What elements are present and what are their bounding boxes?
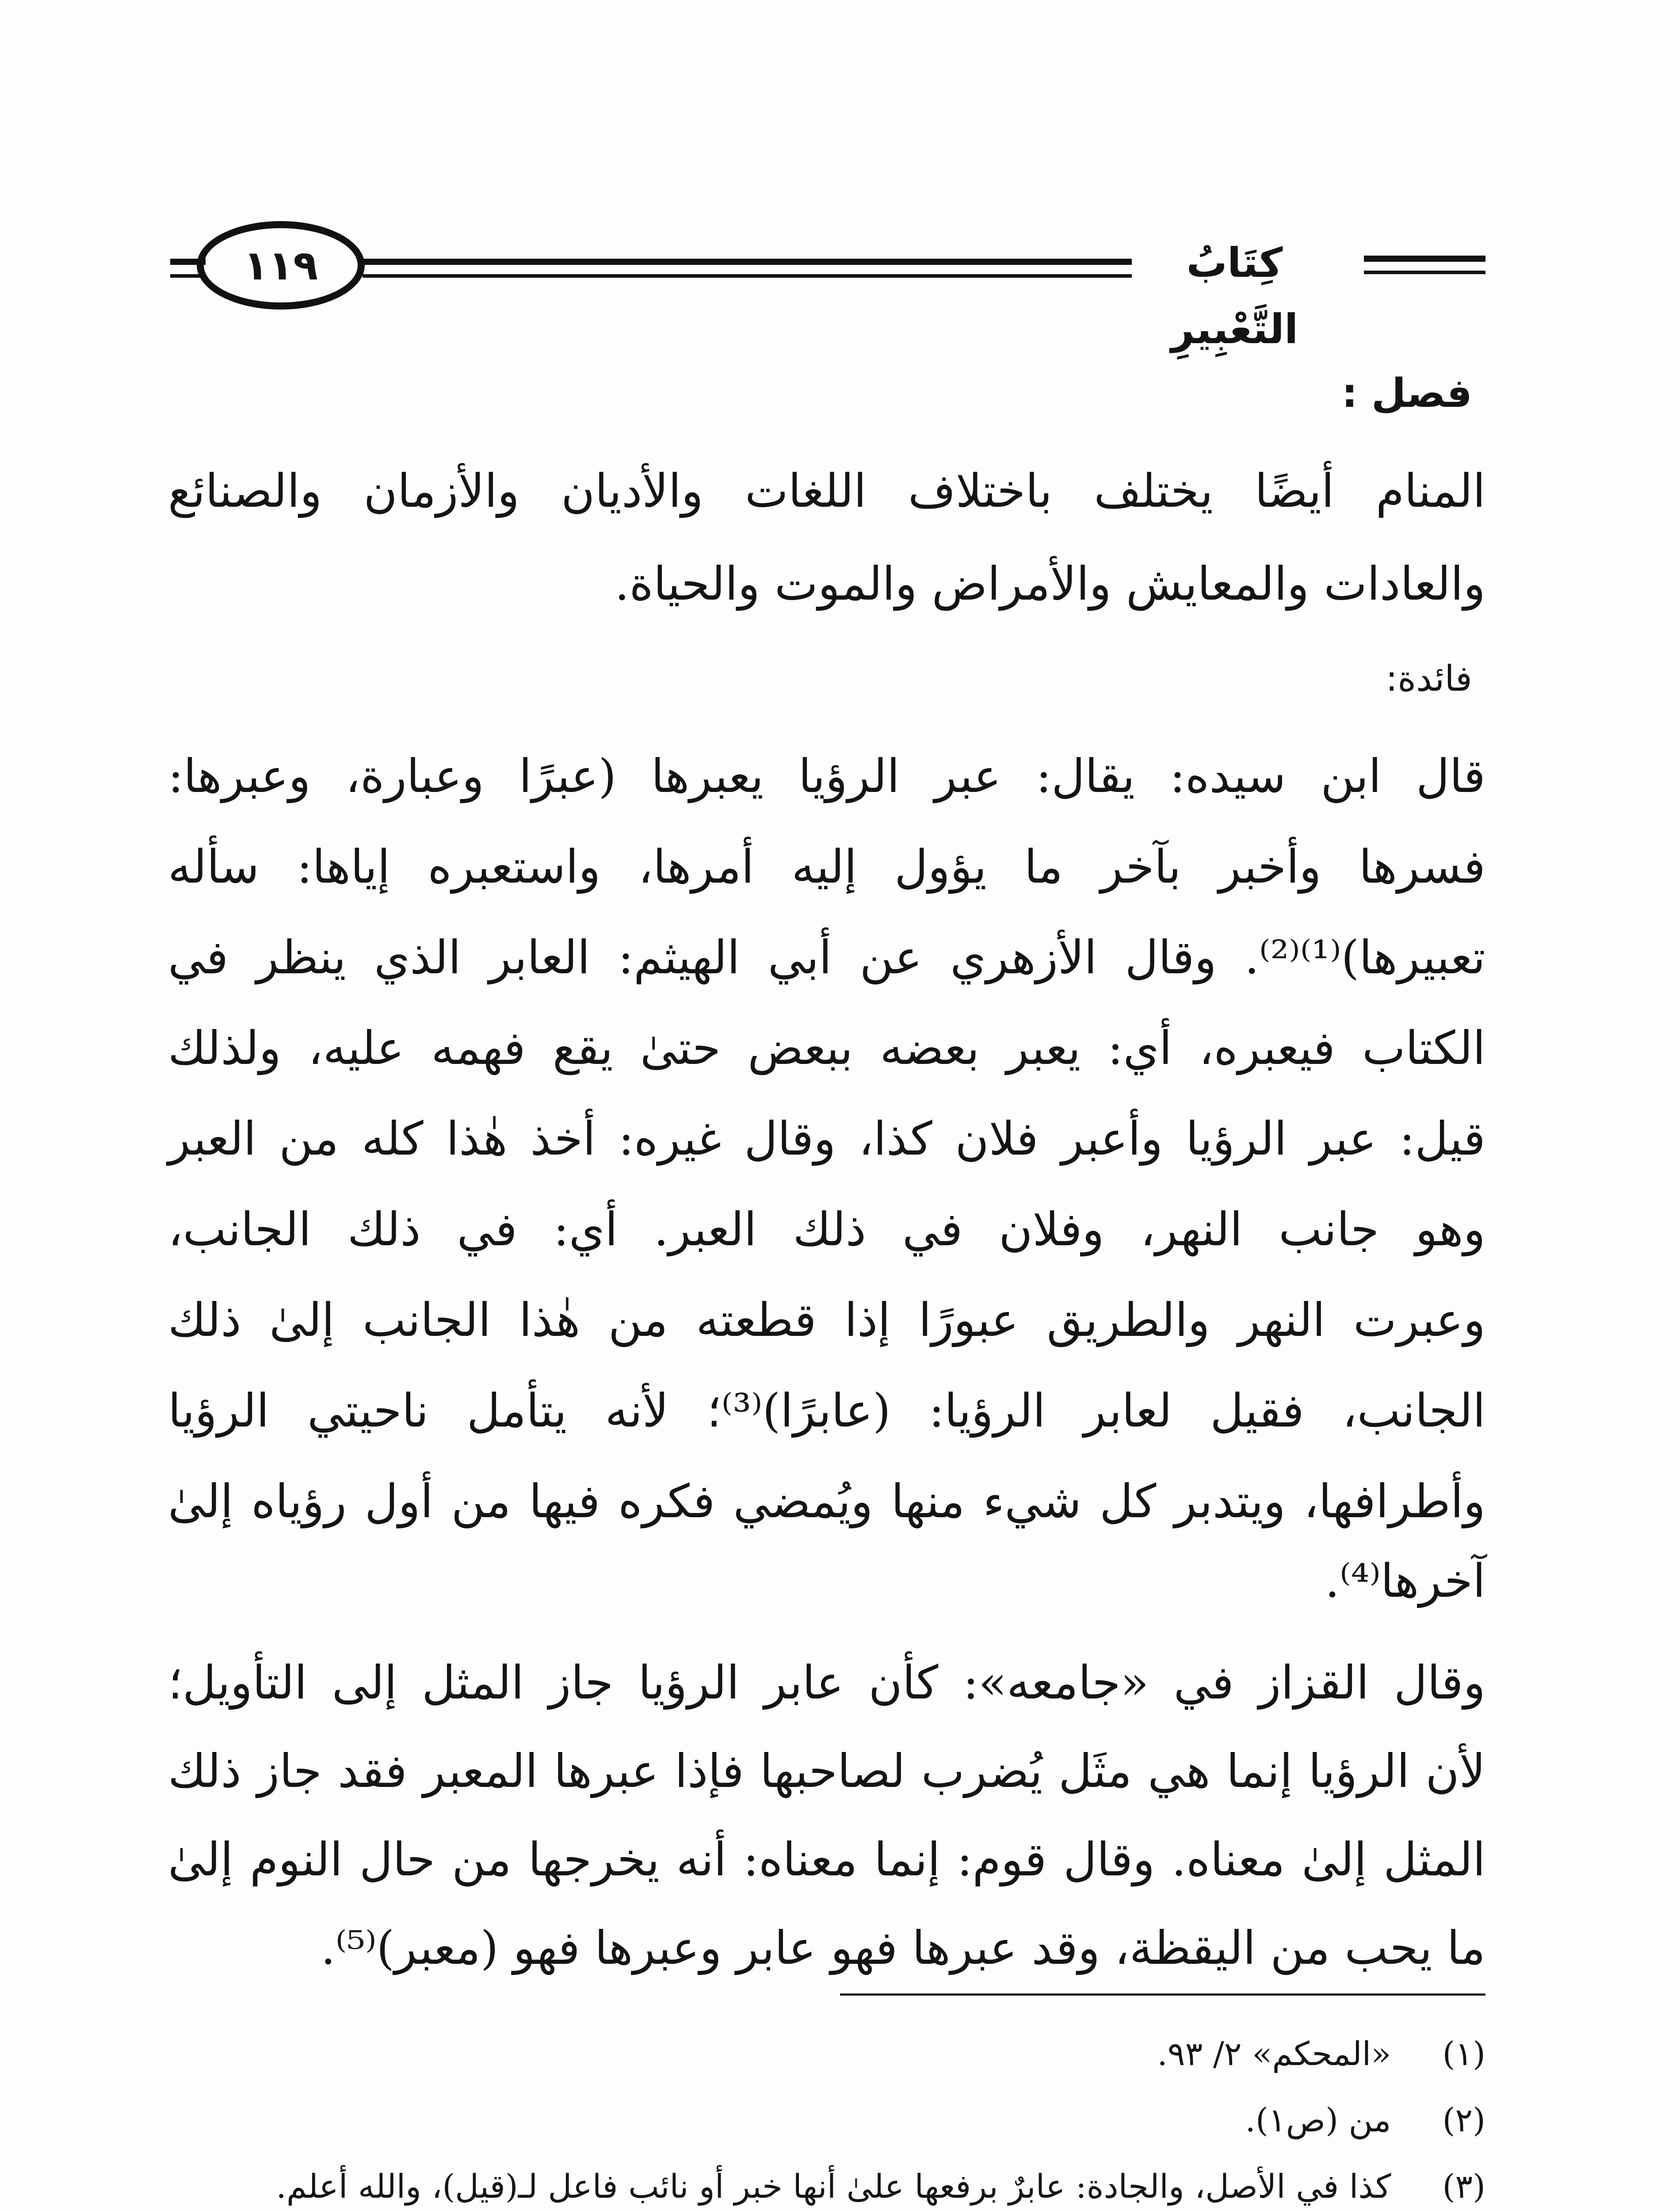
- footnote-number: (٢): [1442, 2101, 1485, 2139]
- header-rule-right-lower: [1364, 271, 1485, 274]
- text-line: وقال القزاز في «جامعه»: كأن عابر الرؤيا جاز المثل إلى التأويل؛: [168, 1656, 1485, 1710]
- footnote-text: من (ص١).: [1245, 2101, 1391, 2139]
- text-line: تعبيرها)⁽¹⁾⁽²⁾. وقال الأزهري عن أبي الهيثم: العابر الذي ينظر في: [168, 930, 1485, 984]
- text-line: المثل إلىٰ معناه. وقال قوم: إنما معناه: أنه يخرجها من حال النوم إلىٰ: [168, 1832, 1485, 1886]
- text-line: وأطرافها، ويتدبر كل شيء منها ويُمضي فكره فيها من أول رؤياه إلىٰ: [168, 1474, 1485, 1528]
- footnote-number: (١): [1442, 2035, 1485, 2073]
- text-line: قيل: عبر الرؤيا وأعبر فلان كذا، وقال غيره: أخذ هٰذا كله من العبر: [168, 1112, 1485, 1166]
- footnote-text: كذا في الأصل، والجادة: عابرٌ برفعها علىٰ أنها خبر أو نائب فاعل لـ(قيل)، والله أعلم.: [276, 2168, 1391, 2206]
- text-line: آخرها⁽⁴⁾.: [1325, 1554, 1485, 1608]
- footnote: [133, 2154, 1485, 2211]
- header-rule-middle: [363, 259, 1132, 265]
- text-line: قال ابن سيده: يقال: عبر الرؤيا يعبرها (عبرًا وعبارة، وعبرها:: [168, 749, 1485, 803]
- text-line: المنام أيضًا يختلف باختلاف اللغات والأديان والأزمان والصنائع: [168, 464, 1485, 518]
- text-line: وعبرت النهر والطريق عبورًا إذا قطعته من هٰذا الجانب إلىٰ ذلك: [168, 1293, 1485, 1347]
- section-heading: فصل :: [1341, 370, 1472, 417]
- footnote-text: «المحكم» ٢/ ٩٣.: [1157, 2035, 1391, 2073]
- text-line: وهو جانب النهر، وفلان في ذلك العبر. أي: في ذلك الجانب،: [168, 1202, 1485, 1256]
- faida-heading: فائدة:: [1386, 658, 1472, 699]
- text-line: الجانب، فقيل لعابر الرؤيا: (عابرًا)⁽³⁾؛ لأنه يتأمل ناحيتي الرؤيا: [168, 1384, 1485, 1438]
- text-line: فسرها وأخبر بآخر ما يؤول إليه أمرها، واستعبره إياها: سأله: [168, 840, 1485, 894]
- footnote-separator: [840, 1993, 1485, 1996]
- text-line: ما يحب من اليقظة، وقد عبرها فهو عابر وعبرها فهو (معبر)⁽⁵⁾.: [321, 1921, 1485, 1975]
- text-line: لأن الرؤيا إنما هي مثَل يُضرب لصاحبها فإذا عبرها المعبر فقد جاز ذلك: [168, 1744, 1485, 1798]
- footnote-number: (٣): [1442, 2168, 1485, 2206]
- footnote: [133, 2087, 1485, 2154]
- header-rule-right: [1364, 256, 1485, 262]
- header-rule-middle-lower: [363, 274, 1132, 278]
- footnote: [133, 2021, 1485, 2087]
- page-number-badge: [197, 221, 365, 310]
- text-line: والعادات والمعايش والأمراض والموت والحياة.: [615, 557, 1485, 611]
- page-number: ١١٩: [243, 241, 318, 289]
- text-line: الكتاب فيعبره، أي: يعبر بعضه ببعض حتىٰ يقع فهمه عليه، ولذلك: [168, 1021, 1485, 1075]
- running-title: كِتَابُ التَّعْبِيرِ: [1171, 239, 1298, 353]
